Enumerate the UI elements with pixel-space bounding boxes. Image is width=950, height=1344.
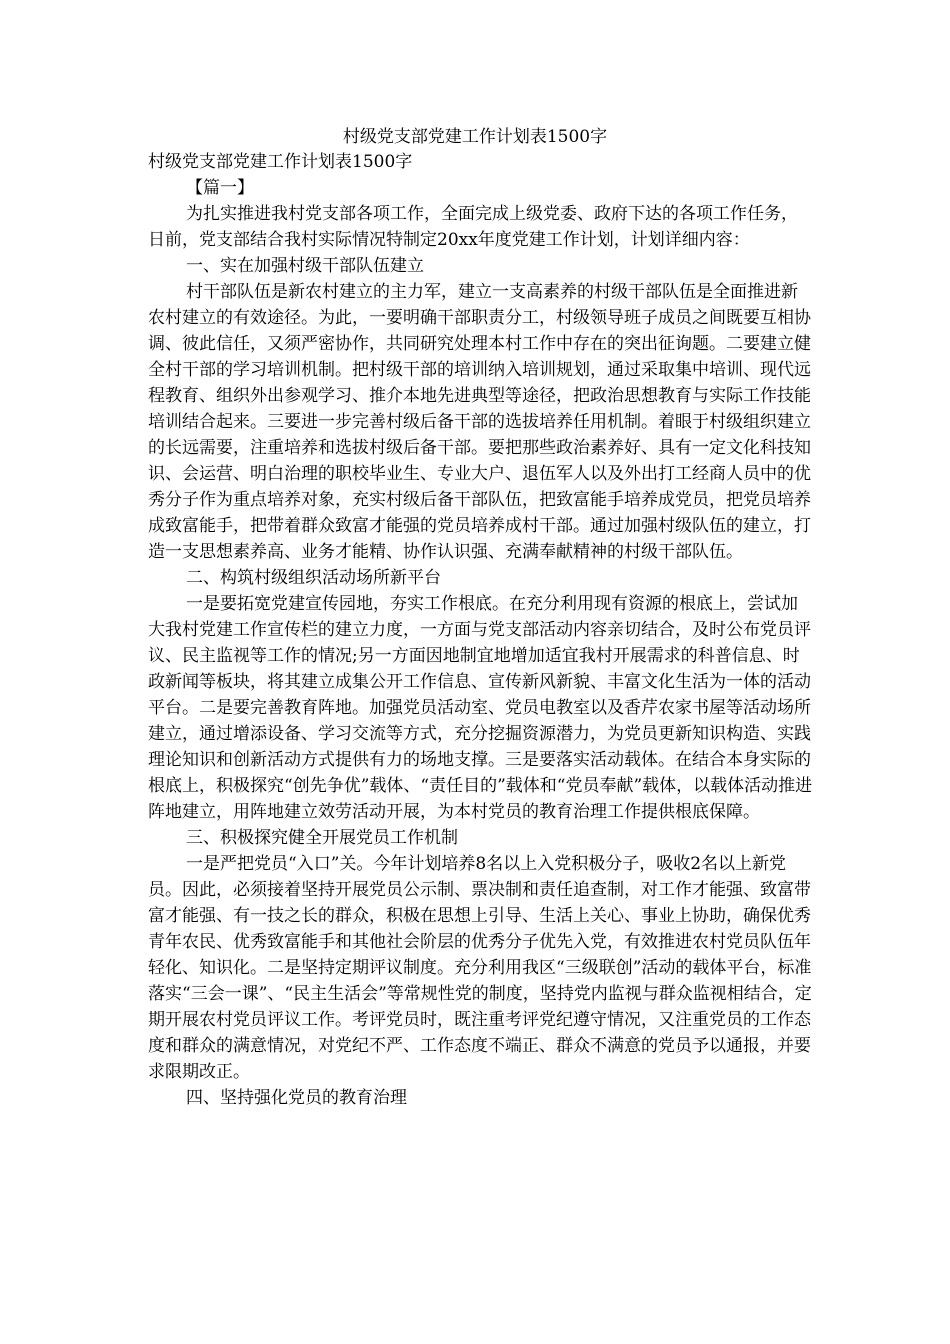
part-label: 【篇一】 [186, 178, 254, 198]
body-paragraph: 村干部队伍是新农村建立的主力军，建立一支高素养的村级干部队伍是全面推进新农村建立的有效途径。为此，一要明确干部职责分工，村级领导班子成员之间既要互相协调、彼此信任，又须严密协作，共同研究处理本村工作中存在的突出征询题。二要建立健全村干部的学习培训机制。把村级干部的培训纳入培训规划，通过采取集中培训、现代远程教育、组织外出参观学习、推介本地先进典型等途径，把政治思想教育与实际工作技能培训结合起来。三要进一步完善村级后备干部的选拔培养任用机制。着眼于村级组织建立的长远需要，注重培养和选拔村级后备干部。要把那些政治素养好、具有一定文化科技知识、会运营、明白治理的职校毕业生、专业大户、退伍军人以及外出打工经商人员中的优秀分子作为重点培养对象，充实村级后备干部队伍，把致富能手培养成党员，把党员培养成致富能手，把带着群众致富才能强的党员培养成村干部。通过加强村级队伍的建立，打造一支思想素养高、业务才能精、协作认识强、充满奉献精神的村级干部队伍。 [148, 282, 811, 562]
section-heading: 三、积极探究健全开展党员工作机制 [186, 828, 458, 848]
intro-paragraph: 为扎实推进我村党支部各项工作，全面完成上级党委、政府下达的各项工作任务，日前，党支部结合我村实际情况特制定20xx年度党建工作计划，计划详细内容： [148, 204, 798, 250]
document-title: 村级党支部党建工作计划表1500字 [342, 127, 608, 147]
section-heading: 四、坚持强化党员的教育治理 [186, 1088, 407, 1108]
document-subtitle: 村级党支部党建工作计划表1500字 [148, 152, 413, 172]
section-heading: 一、实在加强村级干部队伍建立 [186, 256, 424, 276]
body-paragraph: 一是要拓宽党建宣传园地，夯实工作根底。在充分利用现有资源的根底上，尝试加大我村党建工作宣传栏的建立力度，一方面与党支部活动内容亲切结合，及时公布党员评议、民主监视等工作的情况;另一方面因地制宜地增加适宜我村开展需求的科普信息、时政新闻等板块，将其建立成集公开工作信息、宣传新风新貌、丰富文化生活为一体的活动平台。二是要完善教育阵地。加强党员活动室、党员电教室以及香芹农家书屋等活动场所建立，通过增添设备、学习交流等方式，充分挖掘资源潜力，为党员更新知识构造、实践理论知识和创新活动方式提供有力的场地支撑。三是要落实活动载体。在结合本身实际的根底上，积极探究“创先争优”载体、“责任目的”载体和“党员奉献”载体，以载体活动推进阵地建立，用阵地建立效劳活动开展，为本村党员的教育治理工作提供根底保障。 [148, 594, 813, 822]
body-paragraph: 一是严把党员“入口”关。今年计划培养8名以上入党积极分子，吸收2名以上新党员。因此，必须接着坚持开展党员公示制、票决制和责任追查制，对工作才能强、致富带富才能强、有一技之长的群众，积极在思想上引导、生活上关心、事业上协助，确保优秀青年农民、优秀致富能手和其他社会阶层的优秀分子优先入党，有效推进农村党员队伍年轻化、知识化。二是坚持定期评议制度。充分利用我区“三级联创”活动的载体平台，标准落实“三会一课”、“民主生活会”等常规性党的制度，坚持党内监视与群众监视相结合，定期开展农村党员评议工作。考评党员时，既注重考评党纪遵守情况，又注重党员的工作态度和群众的满意情况，对党纪不严、工作态度不端正、群众不满意的党员予以通报，并要求限期改正。 [148, 854, 812, 1082]
document-body [148, 149, 813, 1111]
section-heading: 二、构筑村级组织活动场所新平台 [186, 568, 441, 588]
